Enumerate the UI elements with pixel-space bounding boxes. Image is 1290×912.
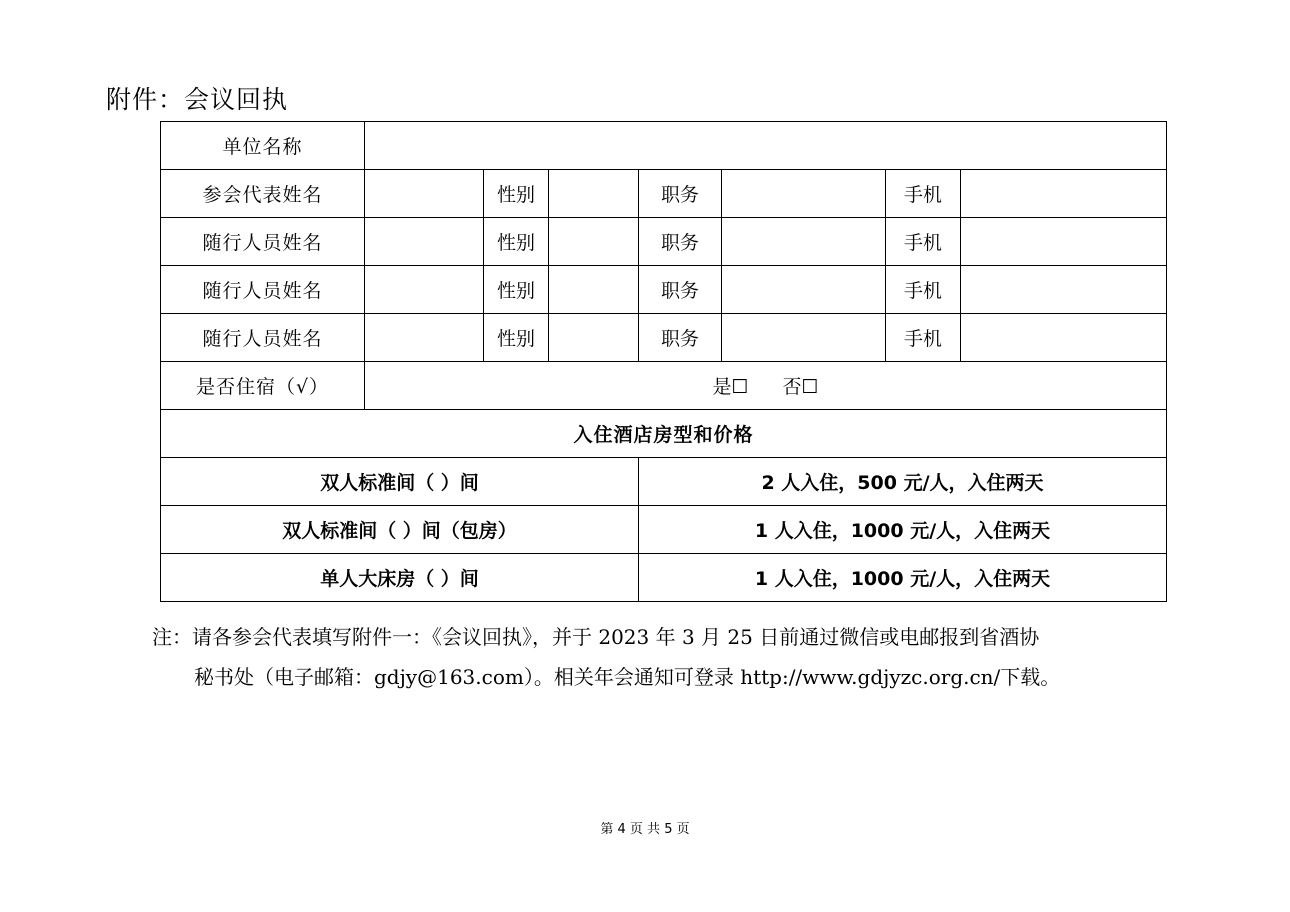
lodging-options	[365, 362, 1167, 410]
gender-field[interactable]	[549, 170, 639, 218]
position-field[interactable]	[722, 314, 886, 362]
room-price-cell: 1 人入住，1000 元/人，入住两天	[639, 554, 1167, 602]
gender-label: 性别	[484, 266, 549, 314]
companion-name-label: 随行人员姓名	[161, 218, 365, 266]
position-label: 职务	[639, 170, 722, 218]
person-row	[161, 218, 1167, 266]
gender-field[interactable]	[549, 314, 639, 362]
document-title: 附件：会议回执	[106, 85, 289, 114]
room-row	[161, 458, 1167, 506]
room-section-title: 入住酒店房型和价格	[161, 410, 1167, 458]
room-type-cell[interactable]: 单人大床房（ ）间	[161, 554, 639, 602]
note-line-1: 注：请各参会代表填写附件一：《会议回执》，并于 2023 年 3 月 25 日前通过微信或电邮报到省酒协	[152, 625, 1040, 649]
phone-field[interactable]	[961, 266, 1167, 314]
position-field[interactable]	[722, 218, 886, 266]
phone-label: 手机	[886, 266, 961, 314]
room-type-cell[interactable]: 双人标准间（ ）间	[161, 458, 639, 506]
position-label: 职务	[639, 218, 722, 266]
person-row	[161, 266, 1167, 314]
page-number-footer: 第 4 页 共 5 页	[600, 822, 690, 837]
position-label: 职务	[639, 266, 722, 314]
unit-row	[161, 122, 1167, 170]
gender-label: 性别	[484, 218, 549, 266]
representative-name-label: 参会代表姓名	[161, 170, 365, 218]
person-row	[161, 170, 1167, 218]
room-type-cell[interactable]: 双人标准间（ ）间（包房）	[161, 506, 639, 554]
companion-name-field[interactable]	[365, 218, 484, 266]
gender-field[interactable]	[549, 266, 639, 314]
position-field[interactable]	[722, 266, 886, 314]
position-label: 职务	[639, 314, 722, 362]
phone-label: 手机	[886, 218, 961, 266]
room-row	[161, 554, 1167, 602]
lodging-no-checkbox[interactable]: 否☐	[782, 376, 819, 398]
gender-label: 性别	[484, 314, 549, 362]
gender-label: 性别	[484, 170, 549, 218]
representative-name-field[interactable]	[365, 170, 484, 218]
phone-label: 手机	[886, 170, 961, 218]
section-title-row	[161, 410, 1167, 458]
lodging-row	[161, 362, 1167, 410]
room-price-cell: 2 人入住，500 元/人，入住两天	[639, 458, 1167, 506]
note-paragraph	[152, 617, 1172, 697]
room-price-cell: 1 人入住，1000 元/人，入住两天	[639, 506, 1167, 554]
meeting-receipt-table	[160, 121, 1167, 602]
gender-field[interactable]	[549, 218, 639, 266]
unit-name-label: 单位名称	[161, 122, 365, 170]
companion-name-label: 随行人员姓名	[161, 314, 365, 362]
phone-field[interactable]	[961, 314, 1167, 362]
companion-name-label: 随行人员姓名	[161, 266, 365, 314]
person-row	[161, 314, 1167, 362]
unit-name-field[interactable]	[365, 122, 1167, 170]
room-row	[161, 506, 1167, 554]
phone-field[interactable]	[961, 170, 1167, 218]
phone-field[interactable]	[961, 218, 1167, 266]
companion-name-field[interactable]	[365, 314, 484, 362]
companion-name-field[interactable]	[365, 266, 484, 314]
phone-label: 手机	[886, 314, 961, 362]
lodging-label: 是否住宿（√）	[161, 362, 365, 410]
position-field[interactable]	[722, 170, 886, 218]
note-line-2: 秘书处（电子邮箱：gdjy@163.com）。相关年会通知可登录 http://www.gdjyzc.org.cn/下载。	[194, 665, 1061, 689]
lodging-yes-checkbox[interactable]: 是☐	[712, 376, 749, 398]
